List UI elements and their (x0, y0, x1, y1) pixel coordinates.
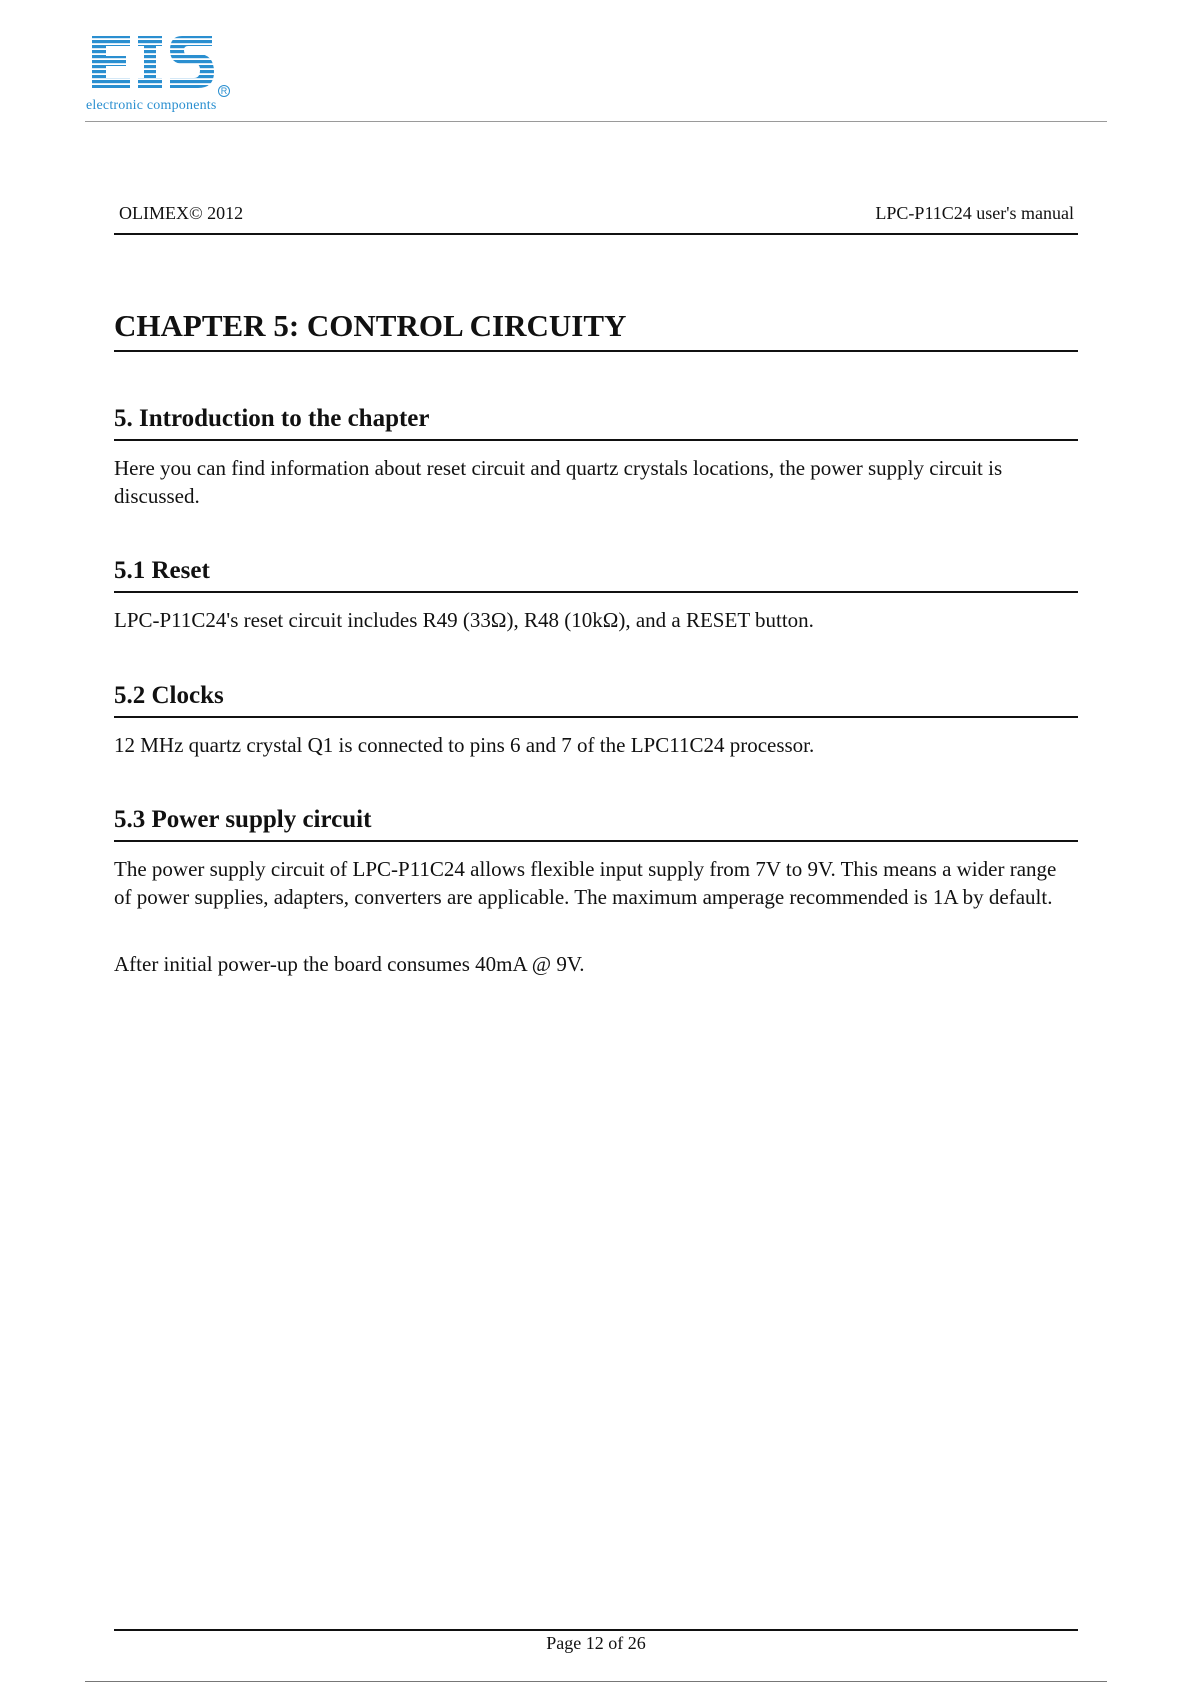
running-header (114, 203, 1074, 227)
section-introduction (114, 402, 1078, 510)
chapter-title: CHAPTER 5: CONTROL CIRCUITY (114, 300, 1078, 352)
header-divider (114, 233, 1078, 235)
bottom-divider (85, 1681, 1107, 1682)
eis-logo (86, 30, 236, 114)
section-title: 5.3 Power supply circuit (114, 803, 1078, 842)
section-title: 5. Introduction to the chapter (114, 402, 1078, 441)
top-divider (85, 121, 1107, 122)
footer-divider (114, 1629, 1078, 1631)
logo-subtitle: electronic components (86, 98, 217, 113)
section-clocks (114, 679, 1078, 760)
section-title: 5.1 Reset (114, 554, 1078, 593)
registered-mark: R (218, 85, 230, 97)
header-copyright: OLIMEX© 2012 (119, 203, 244, 223)
page-content (114, 300, 1078, 979)
section-body: Here you can find information about reset circuit and quartz crystals locations, the power supply circuit is discussed. (114, 456, 1003, 508)
eis-logo-mark (86, 30, 218, 96)
header-manual-title: LPC-P11C24 user's manual (875, 203, 1074, 223)
section-title: 5.2 Clocks (114, 679, 1078, 718)
section-body: 12 MHz quartz crystal Q1 is connected to pins 6 and 7 of the LPC11C24 processor. (114, 732, 815, 757)
section-body: LPC-P11C24's reset circuit includes R49 (33Ω), R48 (10kΩ), and a RESET button. (114, 608, 814, 632)
section-body-extra: After initial power-up the board consumes 40mA @ 9V. (114, 952, 585, 976)
section-power-supply (114, 803, 1078, 979)
section-reset (114, 554, 1078, 635)
page-number: Page 12 of 26 (546, 1633, 646, 1653)
section-body: The power supply circuit of LPC-P11C24 allows flexible input supply from 7V to 9V. This means a wider range of power supplies, adapters, converters are applicable. The maximum amperage recommended is 1A by default. (114, 857, 1057, 909)
